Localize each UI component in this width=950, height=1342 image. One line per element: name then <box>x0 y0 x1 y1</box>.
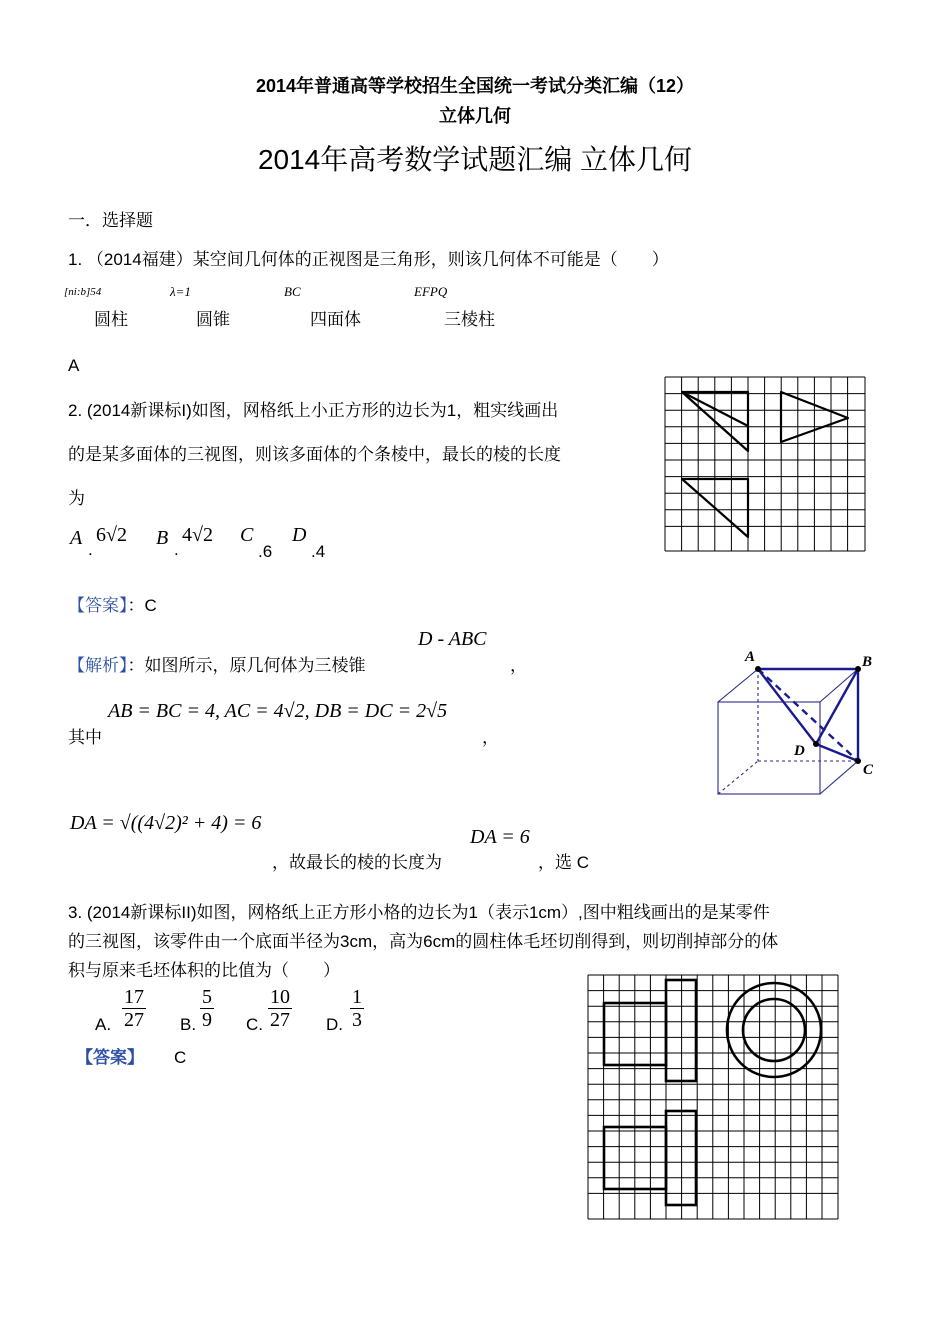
q1-option-b: 圆锥 <box>196 310 230 329</box>
q3-opt-b-den: 9 <box>202 1009 212 1031</box>
q2-opt-b-letter: B <box>156 527 169 549</box>
q2-answer-line <box>68 591 157 616</box>
q3-stem-line3: 积与原来毛坯体积的比值为（ ） <box>68 961 340 980</box>
q3-three-view-figure <box>585 972 841 1222</box>
q2-stem-line2: 的是某多面体的三视图，则该多面体的个条棱中，最长的棱的长度 <box>68 445 561 464</box>
q2-opt-a-dot: . <box>88 540 93 559</box>
cube-label-b: B <box>862 654 873 670</box>
q3-answer-tag: 【答案】 <box>76 1048 144 1067</box>
q3-opt-a-letter: A. <box>95 1015 112 1034</box>
q1-option-a: 圆柱 <box>94 310 128 329</box>
q2-da-formula: DA = √((4√2)² + 4) = 6 <box>70 812 262 834</box>
q2-opt-b-dot: . <box>174 540 179 559</box>
q2-pyramid-name: D - ABC <box>418 628 487 650</box>
q1-stem: 1. （2014福建）某空间几何体的正视图是三角形，则该几何体不可能是（ ） <box>68 250 669 269</box>
title-line1: 2014年普通高等学校招生全国统一考试分类汇编（12） <box>255 76 695 96</box>
q3-opt-d-letter: D. <box>326 1015 343 1034</box>
section-heading: 一．选择题 <box>68 211 153 230</box>
q3-opt-c-den: 27 <box>270 1009 290 1031</box>
q2-opt-c-value: .6 <box>258 542 273 561</box>
q3-opt-a-num: 17 <box>124 986 144 1008</box>
q3-answer-line <box>76 1043 186 1068</box>
q2-cube-figure <box>712 645 882 800</box>
q3-opt-a-fraction <box>122 986 146 1031</box>
q2-analysis-line <box>68 651 366 676</box>
q2-opt-b-value: 4√2 <box>182 524 213 546</box>
page-title: 2014年高考数学试题汇编 立体几何 <box>257 144 693 175</box>
q2-analysis-text: ：如图所示，原几何体为三棱锥 <box>127 656 366 675</box>
q2-opt-c-letter: C <box>240 524 254 546</box>
q2-comma: ， <box>510 656 527 675</box>
q2-stem-line1: 2. (2014新课标I)如图，网格纸上小正方形的边长为1，粗实线画出 <box>68 401 559 420</box>
q3-answer-value: C <box>174 1048 187 1067</box>
q3-opt-a-den: 27 <box>124 1009 144 1031</box>
q2-da-value: DA = 6 <box>470 826 530 848</box>
q1-glitch-label-c: BC <box>284 284 301 299</box>
q1-option-c: 四面体 <box>310 310 361 329</box>
cube-label-d: D <box>794 743 805 759</box>
q2-choose: ，选 C <box>538 853 589 872</box>
q2-analysis-tag: 【解析】 <box>68 656 128 675</box>
q1-glitch-label-d: EFPQ <box>414 284 448 299</box>
q3-opt-d-den: 3 <box>352 1009 362 1031</box>
q2-comma-2: ， <box>482 728 499 747</box>
q3-opt-c-fraction <box>268 986 292 1031</box>
q2-three-view-figure <box>664 376 866 552</box>
cube-label-a: A <box>745 649 756 665</box>
cube-label-c: C <box>863 762 874 778</box>
q2-answer-value: C <box>144 596 157 615</box>
q2-answer-tag: 【答案】 <box>68 596 128 615</box>
q3-opt-c-num: 10 <box>270 986 290 1008</box>
q2-opt-d-letter: D <box>292 524 307 546</box>
q2-edges: AB = BC = 4, AC = 4√2, DB = DC = 2√5 <box>108 700 448 722</box>
q2-stem-line3: 为 <box>68 489 85 508</box>
q3-opt-d-num: 1 <box>352 986 362 1008</box>
q2-where: 其中 <box>68 728 102 747</box>
q3-opt-b-fraction <box>200 986 214 1031</box>
q2-conclusion: ，故最长的棱的长度为 <box>272 853 442 872</box>
q2-opt-a-value: 6√2 <box>96 524 127 546</box>
q3-stem-line1: 3. (2014新课标II)如图，网格纸上正方形小格的边长为1（表示1cm）,图中粗线画出的是某零件 <box>68 903 770 922</box>
q1-glitch-label-b: λ=1 <box>170 284 191 299</box>
title-line2: 立体几何 <box>439 106 511 126</box>
q1-glitch-label-a: [ni:b]54 <box>64 286 102 298</box>
q1-option-d: 三棱柱 <box>444 310 495 329</box>
q2-opt-d-value: .4 <box>311 542 326 561</box>
q3-opt-b-letter: B. <box>180 1015 197 1034</box>
q3-opt-d-fraction <box>350 986 364 1031</box>
q3-opt-c-letter: C. <box>246 1015 263 1034</box>
q3-stem-line2: 的三视图，该零件由一个底面半径为3cm，高为6cm的圆柱体毛坯切削得到，则切削掉部分的体 <box>68 932 779 951</box>
q1-answer: A <box>68 356 80 375</box>
q2-answer-sep: ： <box>127 596 145 615</box>
q3-opt-b-num: 5 <box>202 986 212 1008</box>
q2-opt-a-letter: A <box>70 527 83 549</box>
